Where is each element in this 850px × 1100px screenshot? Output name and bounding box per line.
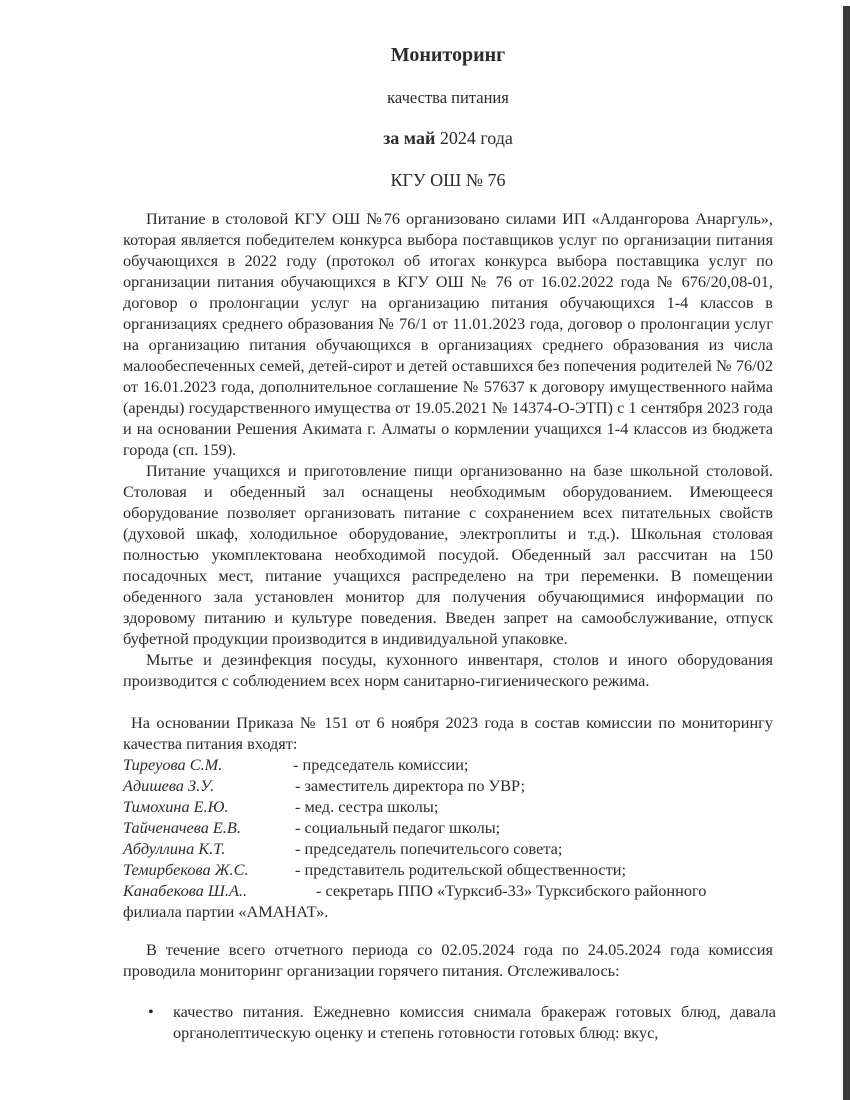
member-role: - секретарь ППО «Турксиб-33» Турксибского районного (316, 881, 707, 900)
member-name: Адишева З.У. (123, 776, 215, 795)
commission-member (123, 796, 783, 817)
document-body (123, 208, 776, 1043)
commission-tail: филиала партии «АМАНАТ». (123, 902, 329, 921)
document-subtitle: качества питания (387, 88, 509, 107)
commission-member (123, 775, 783, 796)
member-role: - мед. сестра школы; (295, 797, 439, 816)
bullet-item (148, 1001, 776, 1043)
commission-member (123, 754, 783, 775)
commission-member (123, 838, 783, 859)
paragraph-reporting-period: В течение всего отчетного периода со 02.05.2024 года по 24.05.2024 года комиссия проводила мониторинг организации горячего питания. Отслеживалось: (123, 940, 773, 980)
report-period-month: за май (383, 128, 436, 148)
commission-list (123, 754, 783, 901)
paragraph-sanitation: Мытье и дезинфекция посуды, кухонного инвентаря, столов и иного оборудования производится с соблюдением всех норм санитарно-гигиенического режима. (123, 650, 773, 690)
organization-name: КГУ ОШ № 76 (390, 170, 506, 190)
commission-member (123, 859, 783, 880)
paragraph-catering-contract: Питание в столовой КГУ ОШ №76 организовано силами ИП «Алдангорова Анаргуль», которая является победителем конкурса выбора поставщиков услуг по организации питания обучающихся в 2022 году (протокол об итогах конкурса выбора поставщика услуг по организации питания обучающихся в КГУ ОШ № 76 от 16.02.2022 года № 676/20,08-01, договор о пролонгации услуг на организацию питания обучающихся 1-4 классов в организациях среднего образования № 76/1 от 11.01.2023 года, договор о пролонгации услуг на организацию питания обучающихся в организациях среднего образования из числа малообеспеченных семей, детей-сирот и детей оставшихся без попечения родителей № 76/02 от 16.01.2023 года, дополнительное соглашение № 57637 к договору имущественного найма (аренды) государственного имущества от 19.05.2021 № 14374-О-ЭТП) с 1 сентября 2023 года и на основании Решения Акимата г. Алматы о кормлении учащихся 1-4 классов из бюджета города (сп. 159). (123, 209, 773, 459)
scan-edge-shadow (843, 6, 850, 1100)
member-role: - заместитель директора по УВР; (295, 776, 526, 795)
report-period (123, 128, 773, 149)
member-name: Тимохина Е.Ю. (123, 797, 229, 816)
member-name: Тиреуова С.М. (123, 755, 223, 774)
member-role: - социальный педагог школы; (295, 818, 501, 837)
paragraph-canteen-equipment: Питание учащихся и приготовление пищи организованно на базе школьной столовой. Столовая и обеденный зал оснащены необходимым оборудованием. Имеющееся оборудование позволяет организовать питание с сохранением всех питательных свойств (духовой шкаф, холодильное оборудование, электроплиты и т.д.). Школьная столовая полностью укомплектована необходимой посудой. Обеденный зал рассчитан на 150 посадочных мест, питание учащихся распределено на три переменки. В помещении обеденного зала установлен монитор для получения обучающимися информации по здоровому питанию и культуре поведения. Введен запрет на самообслуживание, отпуск буфетной продукции производится в индивидуальной упаковке. (123, 461, 773, 648)
member-name: Абдуллина К.Т. (123, 839, 226, 858)
bullet-text: качество питания. Ежедневно комиссия снимала бракераж готовых блюд, давала органолептическую оценку и степень готовности готовых блюд: вкус, (173, 1002, 776, 1042)
report-period-year: 2024 года (435, 128, 513, 148)
member-role: - представитель родительской общественности; (295, 860, 627, 879)
member-role: - председатель комиссии; (293, 755, 469, 774)
document-title: Мониторинг (390, 44, 506, 66)
commission-member (123, 817, 783, 838)
bullet-icon: • (148, 1002, 154, 1021)
member-role: - председатель попечительсого совета; (295, 839, 563, 858)
paragraph-commission-order: На основании Приказа № 151 от 6 ноября 2023 года в состав комиссии по мониторингу качества питания входят: (123, 713, 773, 753)
member-name: Тайченачева Е.В. (123, 818, 241, 837)
member-name: Канабекова Ш.А.. (123, 881, 248, 900)
commission-member (123, 880, 783, 901)
member-name: Темирбекова Ж.С. (123, 860, 249, 879)
